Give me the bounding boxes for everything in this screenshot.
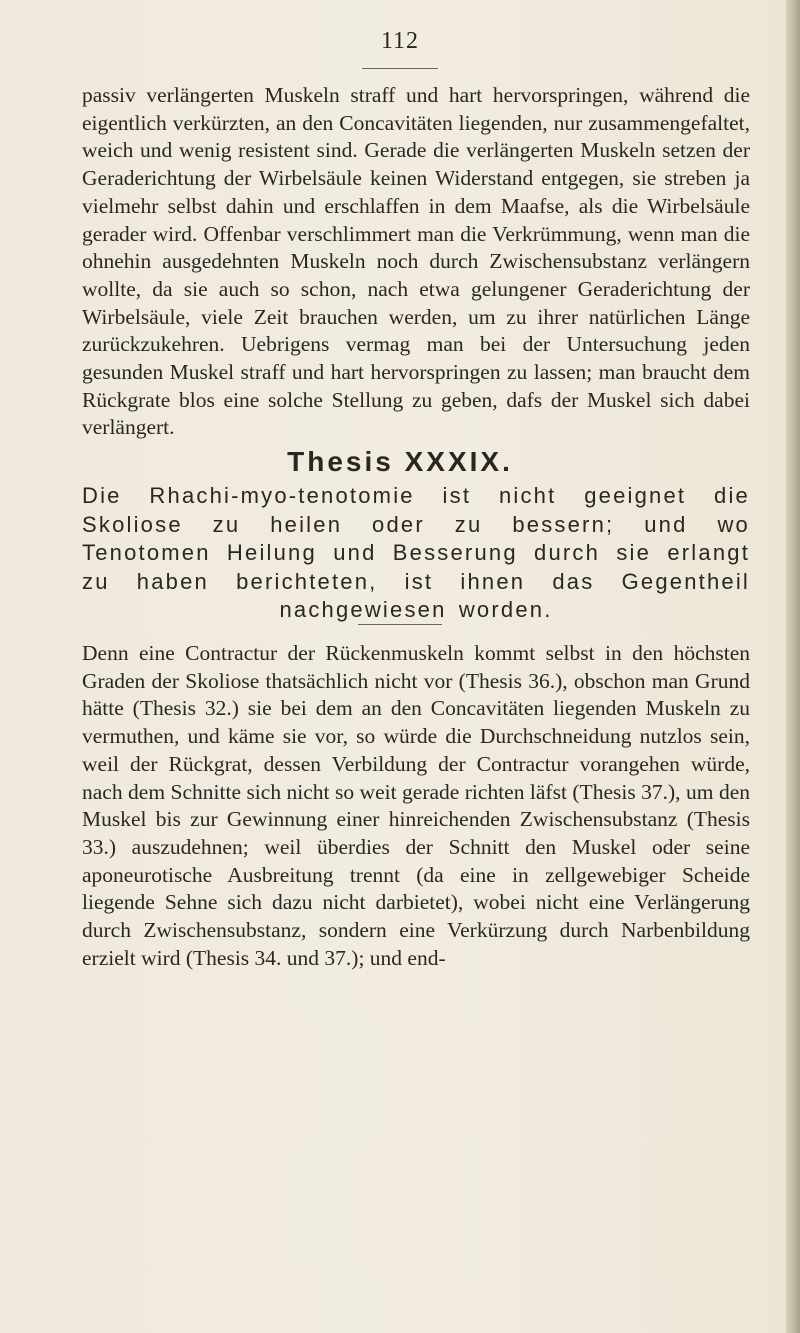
thesis-title: Thesis XXXIX. [287, 446, 513, 477]
paragraph-2: Denn eine Contractur der Rückenmuskeln kommt selbst in den höchsten Graden der Skoliose thatsächlich nicht vor (Thesis 36.), obschon man Grund hätte (Thesis 32.) sie bei dem an den Concavitäten liegenden Muskeln zu vermuthen, und käme sie vor, so würde die Durchschneidung nutzlos sein, weil der Rückgrat, dessen Verbildung der Contractur vorangehen würde, nach dem Schnitte sich nicht so weit gerade richten läfst (Thesis 37.), um den Muskel bis zur Gewinnung einer hinreichenden Zwischensubstanz (Thesis 33.) auszudehnen; weil überdies der Schnitt den Muskel oder seine aponeurotische Ausbreitung trennt (da eine in zellgewebiger Scheide liegende Sehne sich dazu nicht darbietet), wobei nicht eine Verlängerung durch Zwischensubstanz, sondern eine Verkürzung durch Narbenbildung erzielt wird (Thesis 34. und 37.); und end- [82, 641, 750, 970]
thesis-statement: Die Rhachi-myo-tenotomie ist nicht geeignet die Skoliose zu heilen oder zu bessern; und wo Tenotomen Heilung und Besserung durch sie erlangt zu haben berichteten, ist ihnen das Gegentheil nachgewiesen worden. [82, 483, 750, 622]
page-edge [786, 0, 800, 1333]
section-rule [358, 624, 442, 625]
paragraph-1: passiv verlängerten Muskeln straff und hart hervorspringen, während die eigentlich verkürzten, an den Concavitäten liegenden, nur zusammengefaltet, weich und wenig resistent sind. Gerade die verlängerten Muskeln setzen der Geraderichtung der Wirbelsäule keinen Widerstand entgegen, sie streben ja vielmehr selbst dahin und erschlaffen in dem Maafse, als die Wirbelsäule gerader wird. Offenbar verschlimmert man die Verkrümmung, wenn man die ohnehin ausgedehnten Muskeln noch durch Zwischensubstanz verlängern wollte, da sie auch so schon, nach etwa gelungener Geraderichtung der Wirbelsäule, viele Zeit brauchen werden, um zu ihrer natürlichen Länge zurückzukehren. Uebrigens vermag man bei der Untersuchung jeden gesunden Muskel straff und hart hervorspringen zu lassen; man braucht dem Rückgrate blos eine solche Stellung zu geben, dafs der Muskel sich dabei verlängert. [82, 83, 750, 440]
page-number: 112 [380, 28, 420, 54]
header-rule [362, 68, 438, 69]
